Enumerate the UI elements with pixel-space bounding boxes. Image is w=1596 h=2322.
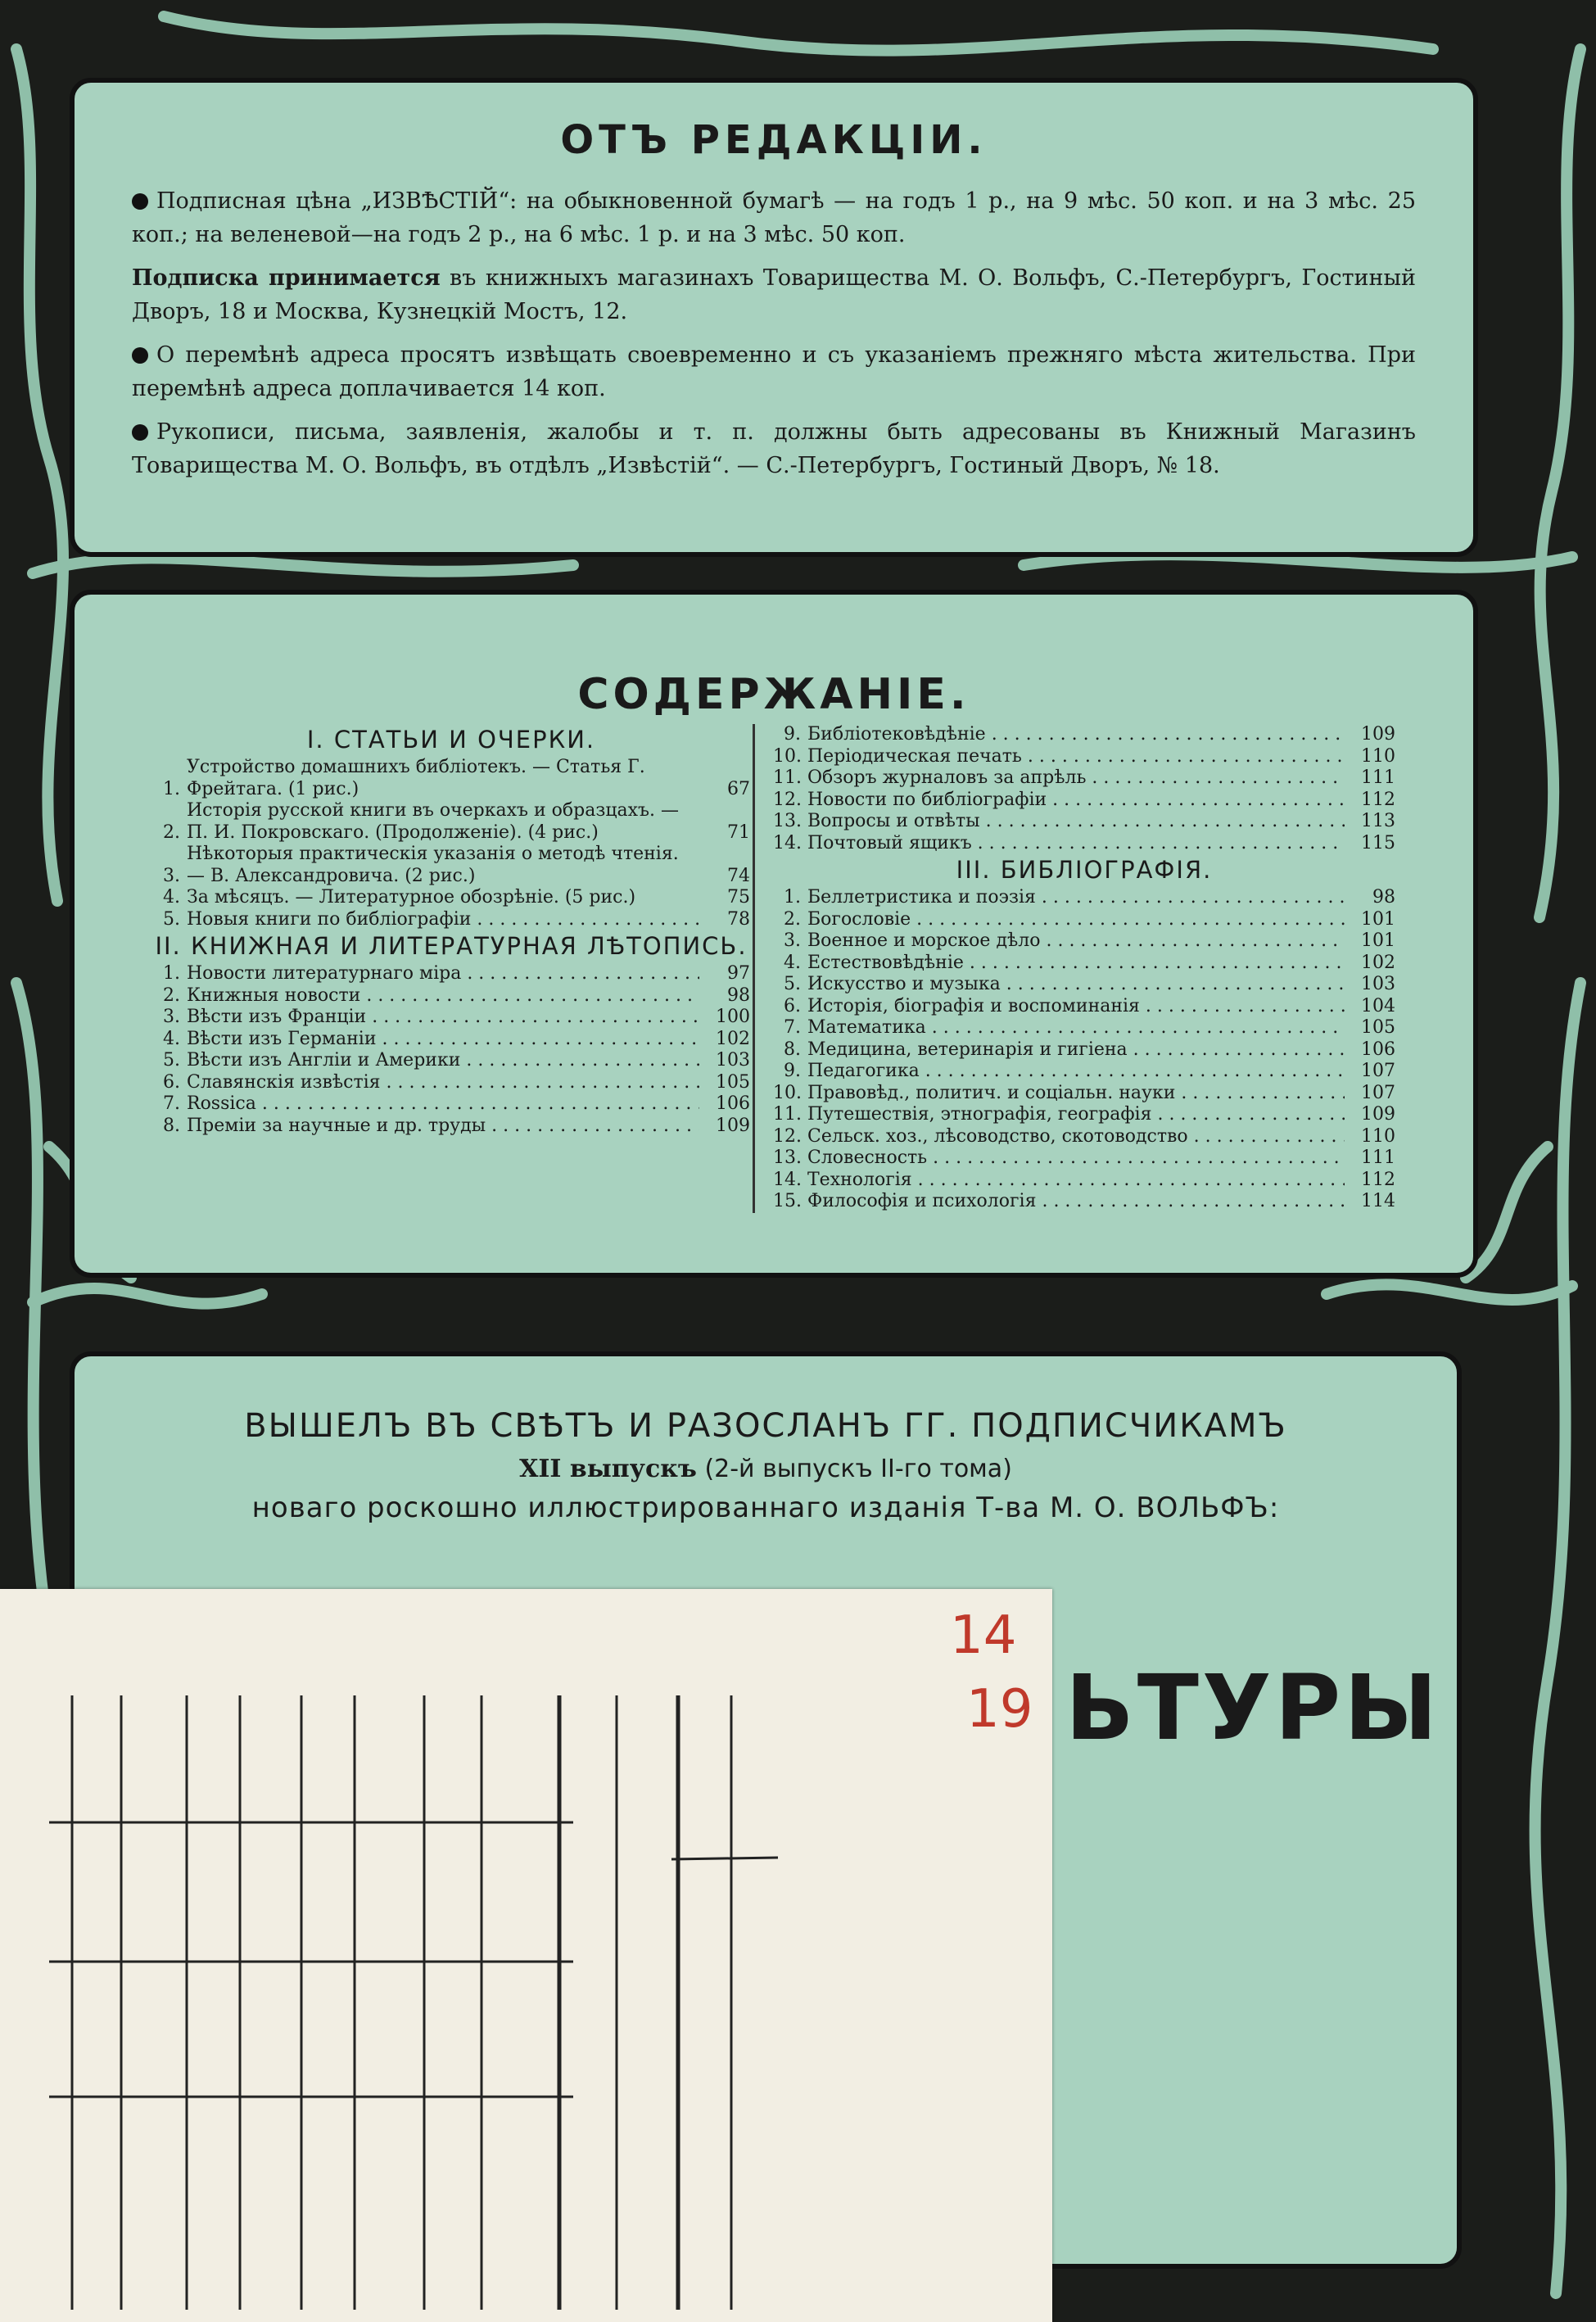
entry-title: Военное и морское дѣло . . . [807,930,1345,953]
contents-title: СОДЕРЖАНІЕ. [577,670,970,719]
entry-number: 4. [163,887,180,908]
contents-entry [773,1104,1395,1126]
contents-section-heading: II. КНИЖНАЯ И ЛИТЕРАТУРНАЯ ЛѢТОПИСЬ. [155,932,748,960]
contents-left-column [152,724,750,1213]
contents-entry [773,1039,1395,1061]
entry-page: 111 [1361,1147,1395,1168]
handwritten-number-top: 14 [950,1605,1017,1666]
entry-page: 67 [727,778,750,799]
entry-page: 111 [1361,767,1395,788]
contents-entry [773,767,1395,790]
entry-page: 98 [727,984,750,1006]
entry-title: Нѣкоторыя практическія указанія о методѣ чтенія. — В. Александровича. (2 рис.) [187,844,679,886]
contents-entry [152,844,750,887]
entry-page: 109 [1361,1104,1395,1125]
entry-title: Естествовѣдѣніе . . . [807,953,1345,975]
entry-number: 10. [773,1082,802,1103]
contents-entry [773,887,1395,909]
contents-entry [773,833,1395,855]
entry-page: 102 [716,1028,750,1049]
entry-number: 13. [773,811,802,831]
ruled-card-overlay [0,1589,1052,2322]
entry-page: 106 [1361,1039,1395,1060]
entry-page: 101 [1361,908,1395,930]
address-change-paragraph [132,338,1416,405]
subscription-lead: Подписка принимается [132,265,441,291]
entry-title: Исторія, біографія и воспоминанія . . . [807,996,1345,1018]
entry-page: 109 [716,1115,750,1136]
entry-number: 11. [773,1104,802,1125]
entry-number: 12. [773,1125,802,1147]
contents-entry [773,1191,1395,1213]
contents-entry [152,1116,750,1138]
entry-number: 2. [784,908,801,930]
contents-entry [773,1061,1395,1083]
subscription-address-text: въ книжныхъ магазинахъ Товарищества М. О. Вольфъ, С.-Петербургъ, Гостиный Дворъ, 18 и Москва, Кузнецкій Мостъ, 12. [132,265,1416,324]
contents-entry [773,811,1395,833]
entry-title: Словесность . . . [807,1147,1345,1170]
entry-number: 12. [773,789,802,810]
entry-page: 107 [1361,1061,1395,1081]
contents-section-heading: I. СТАТЬИ И ОЧЕРКИ. [306,726,596,754]
entry-number: 4. [163,1028,180,1049]
entry-title: Педагогика . . . [807,1061,1345,1083]
contents-entry [152,1072,750,1094]
entry-number: 3. [163,1007,180,1027]
entry-title: Вѣсти изъ Франціи . . . [187,1007,699,1029]
entry-number: 1. [784,887,801,908]
entry-title: Новости по библіографіи . . . [807,790,1345,812]
entry-page: 114 [1361,1191,1395,1211]
contents-entry [152,800,750,844]
entry-title: Технологія . . . [807,1170,1345,1192]
contents-entry [152,1029,750,1051]
table-of-contents-panel [70,590,1478,1278]
contents-right-column [753,724,1395,1213]
contents-section-heading: III. БИБЛІОГРАФІЯ. [956,856,1213,884]
entry-page: 74 [727,865,750,886]
entry-number: 10. [773,745,802,767]
entry-page: 105 [1361,1017,1395,1038]
bullet-icon [132,193,148,210]
entry-number: 2. [163,984,180,1006]
entry-title: Искусство и музыка . . . [807,974,1345,996]
entry-number: 1. [163,778,180,799]
entry-page: 97 [727,963,750,984]
entry-page: 103 [1361,974,1395,994]
ad-headline: ВЫШЕЛЪ ВЪ СВѢТЪ И РАЗОСЛАНЪ ГГ. ПОДПИСЧИКАМЪ [244,1407,1287,1445]
editorial-notice-panel [70,78,1478,557]
entry-title: Устройство домашнихъ библіотекъ. — Статья Г. Фрейтага. (1 рис.) [187,757,645,799]
entry-number: 8. [784,1039,801,1060]
entry-page: 103 [716,1050,750,1070]
entry-number: 3. [163,865,180,886]
entry-title: Rossica . . . [187,1093,699,1116]
contents-entry [773,974,1395,996]
contents-entry [773,790,1395,812]
entry-title: Почтовый ящикъ . . . [807,833,1345,855]
entry-number: 7. [784,1017,801,1038]
entry-title: Библіотековѣдѣніе . . . [807,724,1345,746]
entry-page: 110 [1361,1125,1395,1147]
entry-title: Путешествія, этнографія, географія . . . [807,1104,1345,1126]
entry-page: 115 [1361,832,1395,853]
entry-title: Вѣсти изъ Германіи . . . [187,1029,699,1051]
manuscripts-paragraph [132,415,1416,482]
entry-page: 110 [1361,745,1395,767]
entry-number: 4. [784,952,801,973]
entry-page: 106 [716,1093,750,1114]
entry-number: 3. [784,930,801,951]
entry-number: 5. [784,974,801,994]
bullet-icon [132,424,148,441]
contents-entry [773,909,1395,931]
contents-entry [152,757,750,800]
entry-page: 71 [727,822,750,843]
entry-page: 101 [1361,930,1395,951]
entry-title: Богословіе . . . [807,909,1345,931]
ad-issue-rest: (2-й выпускъ II-го тома) [696,1455,1012,1483]
entry-title: Обзоръ журналовъ за апрѣль . . . [807,767,1345,790]
entry-page: 100 [716,1007,750,1027]
entry-number: 8. [163,1115,180,1136]
ad-issue-line [124,1455,1408,1483]
contents-entry [773,746,1395,768]
entry-number: 6. [784,995,801,1016]
entry-page: 113 [1361,811,1395,831]
contents-entry [773,1083,1395,1105]
entry-page: 104 [1361,995,1395,1016]
entry-title: Книжныя новости . . . [187,985,699,1007]
entry-number: 13. [773,1147,802,1168]
entry-page: 78 [727,908,750,930]
subscription-price-paragraph [132,184,1416,251]
address-change-text: О перемѣнѣ адреса просятъ извѣщать своевременно и съ указаніемъ прежняго мѣста жительства. При перемѣнѣ адреса доплачивается 14 коп. [132,342,1416,401]
entry-number: 1. [163,963,180,984]
entry-page: 102 [1361,952,1395,973]
contents-entry [773,1170,1395,1192]
ad-big-title: ЬТУРЫ [1065,1655,1441,1760]
contents-entry [773,996,1395,1018]
contents-entry [152,985,750,1007]
entry-number: 7. [163,1093,180,1114]
entry-title: Математика . . . [807,1017,1345,1039]
entry-title: Правовѣд., политич. и соціальн. науки . . . [807,1083,1345,1105]
entry-number: 5. [163,1050,180,1070]
contents-entry [773,1147,1395,1170]
entry-page: 75 [727,887,750,908]
editorial-title: ОТЪ РЕДАКЦІИ. [560,117,988,163]
entry-page: 109 [1361,724,1395,745]
bullet-icon [132,347,148,364]
ad-edition-line: новаго роскошно иллюстрированнаго изданія Т-ва М. О. ВОЛЬФЪ: [251,1491,1280,1524]
entry-number: 9. [784,724,801,745]
contents-entry [152,1050,750,1072]
entry-title: Исторія русской книги въ очеркахъ и образцахъ. — П. И. Покровскаго. (Продолженіе). (4 рис.) [187,800,680,843]
entry-title: Новыя книги по библіографіи . . . [187,909,699,931]
contents-entry [773,1017,1395,1039]
entry-page: 112 [1361,1169,1395,1190]
entry-title: За мѣсяцъ. — Литературное обозрѣніе. (5 рис.) [187,887,636,908]
entry-title: Медицина, ветеринарія и гигіена . . . [807,1039,1345,1061]
entry-title: Славянскія извѣстія . . . [187,1072,699,1094]
handwritten-number-bottom: 19 [966,1679,1033,1740]
manuscripts-text: Рукописи, письма, заявленія, жалобы и т. п. должны быть адресованы въ Книжный Магазинъ Товарищества М. О. Вольфъ, въ отдѣлъ „Извѣстій“. — С.-Петербургъ, Гостиный Дворъ, № 18. [132,419,1416,478]
entry-number: 6. [163,1071,180,1093]
entry-number: 15. [773,1191,802,1211]
contents-entry [773,724,1395,746]
ad-description-line [1049,1351,1458,1353]
entry-title: Вѣсти изъ Англіи и Америки . . . [187,1050,699,1072]
contents-entry [152,1093,750,1116]
contents-entry [152,887,750,909]
contents-entry [773,1126,1395,1148]
entry-number: 14. [773,1169,802,1190]
contents-entry [773,930,1395,953]
contents-entry [152,909,750,931]
contents-entry [152,1007,750,1029]
ruled-grid [0,1589,1052,2322]
entry-page: 112 [1361,789,1395,810]
entry-number: 11. [773,767,802,788]
entry-title: Новости литературнаго міра . . . [187,963,699,985]
entry-title: Сельск. хоз., лѣсоводство, скотоводство . . . [807,1126,1345,1148]
subscription-price-text: Подписная цѣна „ИЗВѢСТІЙ“: на обыкновенной бумагѣ — на годъ 1 р., на 9 мѣс. 50 коп. и на 3 мѣс. 25 коп.; на веленевой—на годъ 2 р., на 6 мѣс. 1 р. и на 3 мѣс. 50 коп. [132,188,1416,247]
entry-title: Философія и психологія . . . [807,1191,1345,1213]
entry-number: 2. [163,822,180,843]
entry-page: 98 [1372,887,1395,908]
ad-issue-bold: XII выпускъ [519,1455,697,1483]
entry-number: 14. [773,832,802,853]
entry-title: Преміи за научные и др. труды . . . [187,1116,699,1138]
entry-page: 105 [716,1071,750,1093]
entry-title: Беллетристика и поэзія . . . [807,887,1345,909]
entry-title: Вопросы и отвѣты . . . [807,811,1345,833]
contents-entry [773,953,1395,975]
entry-number: 5. [163,908,180,930]
entry-title: Періодическая печать . . . [807,746,1345,768]
subscription-address-paragraph [132,261,1416,328]
entry-page: 107 [1361,1082,1395,1103]
contents-entry [152,963,750,985]
entry-number: 9. [784,1061,801,1081]
